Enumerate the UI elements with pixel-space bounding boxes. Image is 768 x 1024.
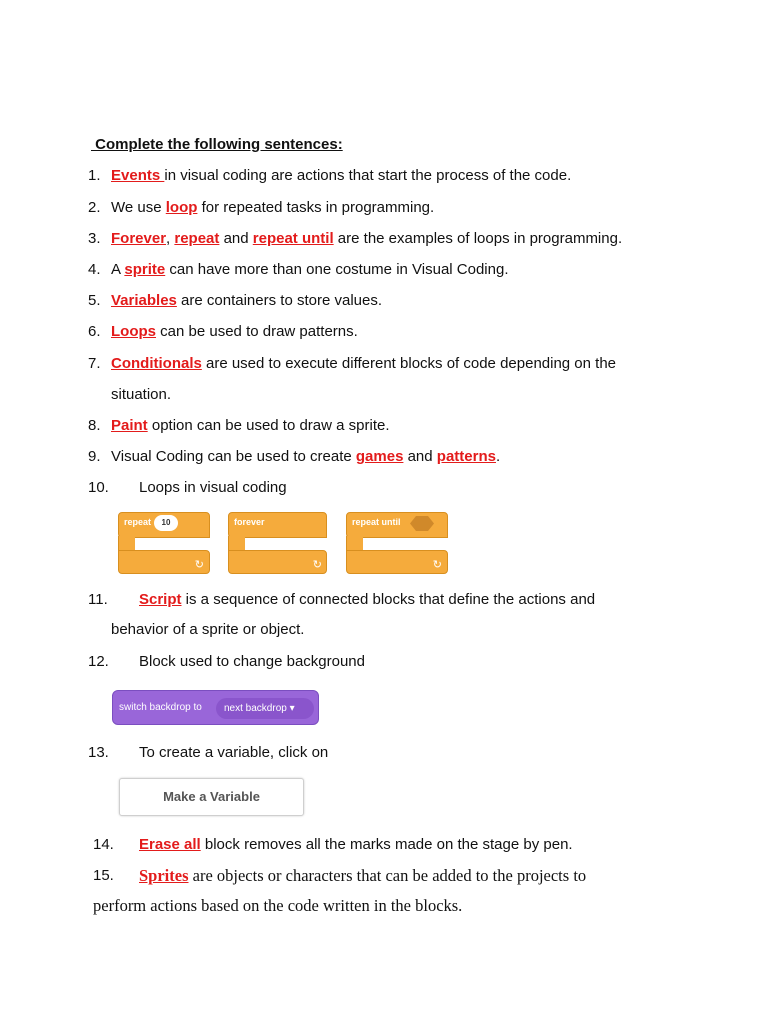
backdrop-dropdown <box>216 698 314 719</box>
sentence-text: are used to execute different blocks of code depending on the <box>201 355 617 372</box>
sentence-text: . <box>495 448 501 465</box>
sentence-text: are objects or characters that can be added to the projects to <box>188 866 587 885</box>
item-sentence <box>139 743 328 763</box>
answer-text: repeat until <box>252 230 334 247</box>
loop-arrow-icon: ↻ <box>194 559 204 571</box>
answer-text: repeat <box>174 230 220 247</box>
sentence-text: Visual Coding can be used to create <box>111 448 356 465</box>
item-number: 12. <box>88 653 109 670</box>
item-number: 6. <box>88 323 101 340</box>
sentence-text: To create a variable, click on <box>139 744 329 761</box>
answer-text: Variables <box>111 292 177 309</box>
sentence-text: and <box>403 448 437 465</box>
repeat-block-label: repeat <box>124 517 152 527</box>
item-sentence <box>139 590 595 610</box>
item-sentence <box>139 652 365 672</box>
item-number: 8. <box>88 417 101 434</box>
item-sentence <box>139 478 287 498</box>
caret-down-icon: ▾ <box>289 703 295 714</box>
item-number: 2. <box>88 199 101 216</box>
answer-text: Paint <box>111 417 148 434</box>
switch-backdrop-block <box>112 690 319 725</box>
loop-arrow-icon: ↻ <box>432 559 442 571</box>
answer-text: Script <box>139 591 182 608</box>
answer-text: games <box>355 448 404 465</box>
backdrop-dropdown-value: next backdrop <box>224 703 287 714</box>
answer-text: Forever <box>111 230 167 247</box>
item-sentence <box>111 354 616 374</box>
sentence-text: Block used to change background <box>139 653 365 670</box>
item-sentence <box>111 447 500 467</box>
repeat-until-block-label: repeat until <box>352 517 401 527</box>
answer-text: Events <box>111 167 165 184</box>
item-sentence <box>111 416 390 436</box>
answer-text: Erase all <box>139 836 201 853</box>
sentence-text: A <box>111 261 125 278</box>
item-sentence <box>111 291 382 311</box>
item-number: 14. <box>93 836 114 853</box>
sentence-text: in visual coding are actions that start the process of the code. <box>164 167 572 184</box>
item-sentence-continued: situation. <box>111 386 172 403</box>
sentence-text: and <box>219 230 253 247</box>
make-variable-button: Make a Variable <box>119 778 304 816</box>
item-number: 4. <box>88 261 101 278</box>
item-number: 15. <box>93 867 114 884</box>
answer-text: sprite <box>124 261 166 278</box>
switch-backdrop-label: switch backdrop to <box>119 702 202 713</box>
loop-blocks-image <box>118 512 458 578</box>
item-sentence-continued: behavior of a sprite or object. <box>111 621 305 638</box>
item-sentence <box>111 229 622 249</box>
item-sentence <box>111 260 508 280</box>
answer-text: Loops <box>111 323 156 340</box>
answer-text: loop <box>165 199 198 216</box>
answer-text: patterns <box>436 448 496 465</box>
repeat-block <box>118 512 210 574</box>
sentence-text: can be used to draw patterns. <box>156 323 358 340</box>
item-number: 5. <box>88 292 101 309</box>
item-number: 13. <box>88 744 109 761</box>
item-sentence <box>111 166 571 186</box>
item-sentence <box>111 322 358 342</box>
item-sentence-continued: perform actions based on the code written in the blocks. <box>93 896 463 915</box>
repeat-until-block <box>346 512 448 574</box>
item-number: 1. <box>88 167 101 184</box>
item-sentence <box>139 866 586 886</box>
item-number: 11. <box>88 591 108 608</box>
item-number: 10. <box>88 479 109 496</box>
sentence-text: is a sequence of connected blocks that define the actions and <box>181 591 596 608</box>
repeat-count-input: 10 <box>154 515 178 531</box>
answer-text: Conditionals <box>111 355 202 372</box>
sentence-text: option can be used to draw a sprite. <box>147 417 390 434</box>
sentence-text: We use <box>111 199 166 216</box>
sentence-text: for repeated tasks in programming. <box>197 199 435 216</box>
sentence-text: block removes all the marks made on the stage by pen. <box>200 836 573 853</box>
item-number: 9. <box>88 448 101 465</box>
sentence-text: , <box>166 230 175 247</box>
item-number: 7. <box>88 355 101 372</box>
sentence-text: are containers to store values. <box>176 292 382 309</box>
sentence-text: are the examples of loops in programming. <box>333 230 623 247</box>
item-sentence <box>111 198 434 218</box>
answer-text: Sprites <box>139 866 189 885</box>
forever-block <box>228 512 328 574</box>
forever-block-label: forever <box>234 517 265 527</box>
loop-arrow-icon: ↻ <box>312 559 322 571</box>
sentence-text: can have more than one costume in Visual Coding. <box>165 261 509 278</box>
sentence-text: Loops in visual coding <box>139 479 287 496</box>
worksheet-heading: Complete the following sentences: <box>91 136 343 153</box>
item-sentence <box>139 835 573 855</box>
item-number: 3. <box>88 230 101 247</box>
